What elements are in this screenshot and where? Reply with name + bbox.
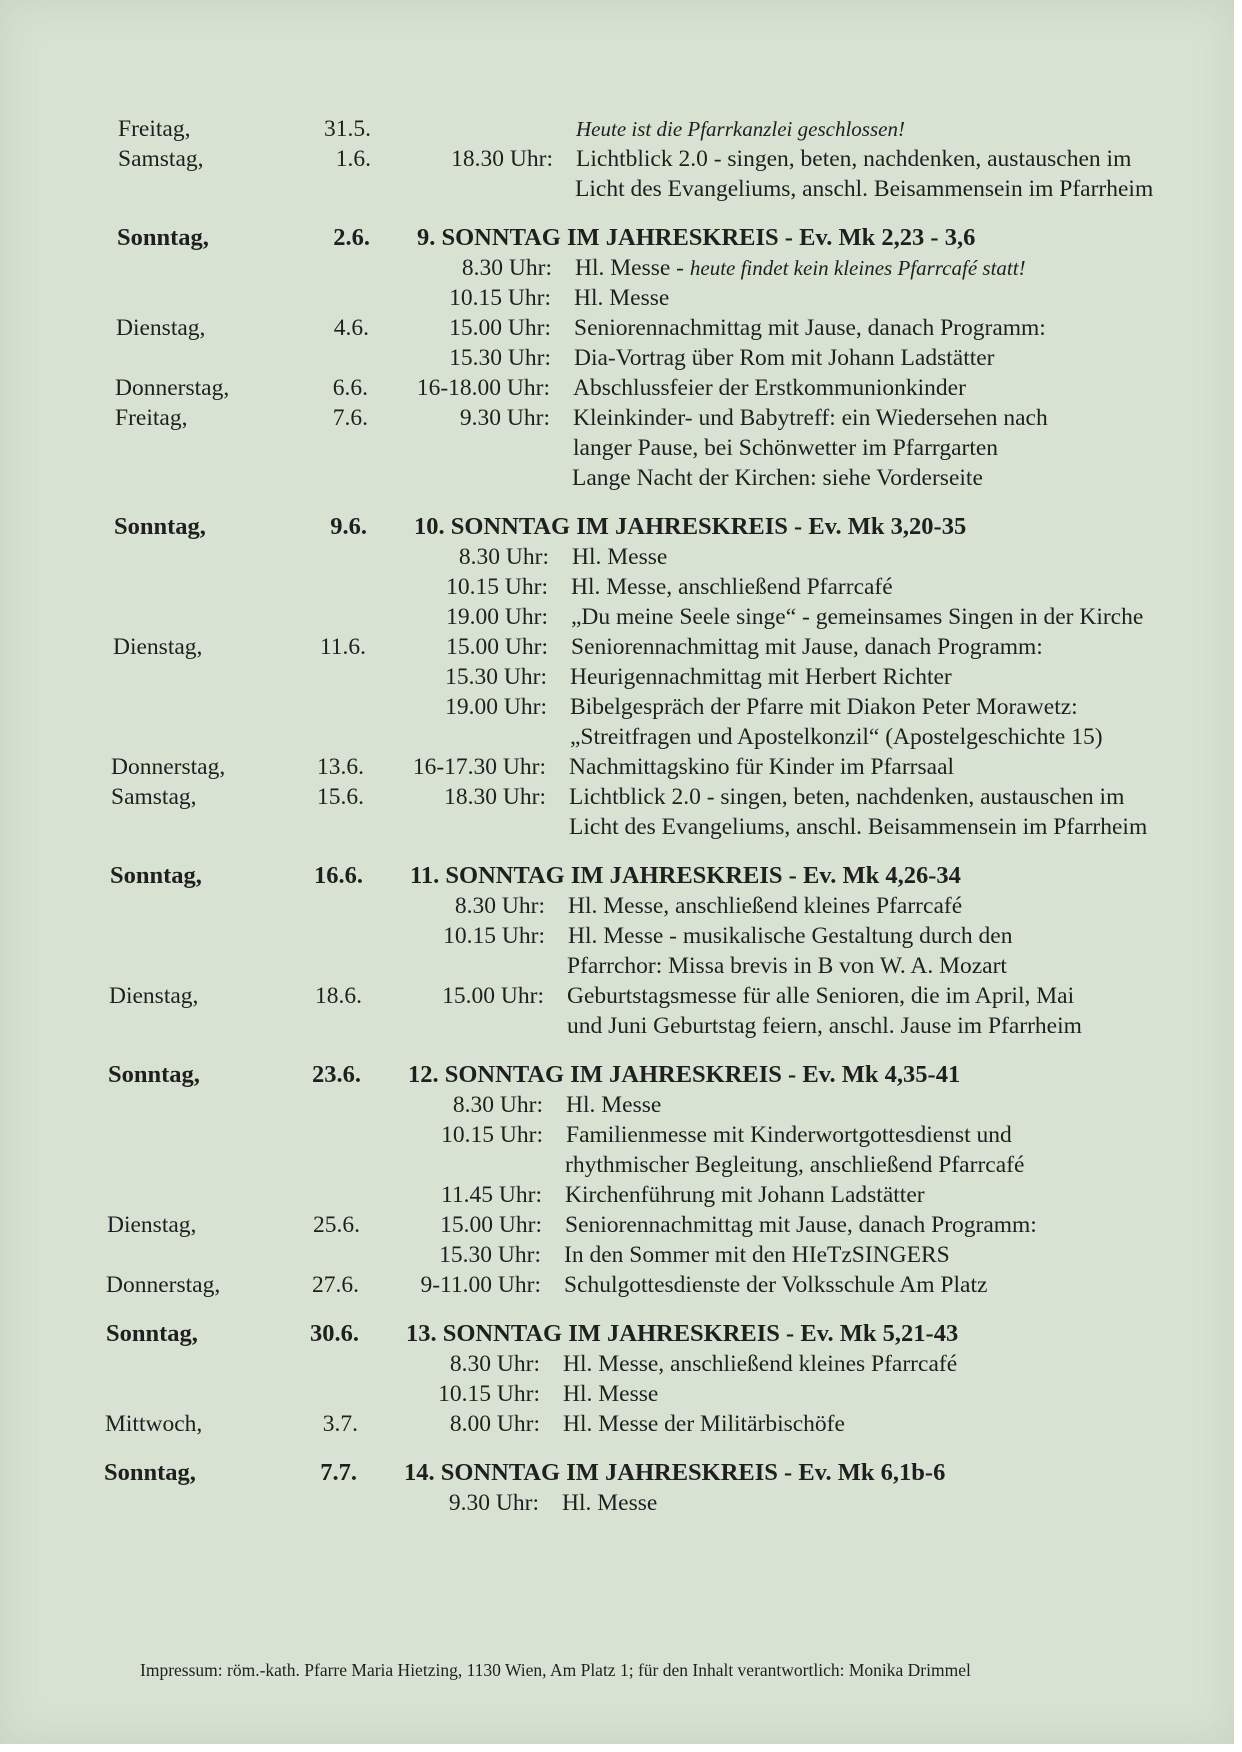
weekday: Dienstag,	[116, 315, 206, 341]
time: 15.30 Uhr:	[439, 1242, 541, 1268]
schedule-row	[0, 114, 1234, 144]
impressum-footer: Impressum: röm.-kath. Pfarre Maria Hietzing, 1130 Wien, Am Platz 1; für den Inhalt verantwortlich: Monika Drimmel	[140, 1660, 971, 1680]
schedule-row	[0, 1210, 1234, 1240]
event-description	[571, 572, 893, 602]
sunday-heading-row	[0, 512, 1234, 542]
schedule-row	[0, 283, 1234, 313]
schedule-row	[0, 144, 1234, 174]
sunday-title	[414, 512, 966, 542]
event-text: Hl. Messe	[574, 285, 670, 311]
event-description	[565, 1180, 925, 1210]
event-description	[572, 542, 667, 572]
time: 19.00 Uhr:	[445, 694, 547, 720]
time: 18.30 Uhr:	[451, 146, 553, 172]
time: 8.00 Uhr:	[449, 1411, 540, 1437]
schedule-row	[0, 572, 1234, 602]
event-text: Kirchenführung mit Johann Ladstätter	[565, 1182, 925, 1208]
weekday: Dienstag,	[113, 634, 203, 660]
schedule-row	[0, 981, 1234, 1011]
event-text: Schulgottesdienste der Volksschule Am Platz	[564, 1272, 988, 1298]
time: 19.00 Uhr:	[446, 604, 548, 630]
event-text: Licht des Evangeliums, anschl. Beisammensein im Pfarrheim	[575, 176, 1154, 202]
event-description	[567, 951, 1007, 981]
date: 4.6.	[333, 315, 369, 341]
event-text: Lichtblick 2.0 - singen, beten, nachdenken, austauschen im	[576, 146, 1132, 172]
event-text: 12. SONNTAG IM JAHRESKREIS - Ev. Mk 4,35-41	[408, 1061, 961, 1088]
event-description	[563, 1349, 957, 1379]
schedule-row	[0, 1011, 1234, 1041]
event-text: und Juni Geburtstag feiern, anschl. Jause im Pfarrheim	[567, 1013, 1082, 1039]
schedule-row	[0, 313, 1234, 343]
event-description	[566, 1090, 661, 1120]
time: 18.30 Uhr:	[444, 784, 546, 810]
event-text: Nachmittagskino für Kinder im Pfarrsaal	[569, 754, 955, 780]
event-text: Abschlussfeier der Erstkommunionkinder	[573, 375, 966, 401]
date: 11.6.	[319, 634, 366, 660]
date: 25.6.	[313, 1212, 360, 1238]
sunday-heading-row	[0, 223, 1234, 253]
sunday-heading-row	[0, 861, 1234, 891]
event-text: Familienmesse mit Kinderwortgottesdienst und	[566, 1122, 1012, 1148]
schedule-row	[0, 692, 1234, 722]
schedule-row	[0, 782, 1234, 812]
schedule-list	[0, 114, 1234, 1518]
time: 15.00 Uhr:	[442, 983, 544, 1009]
weekday: Sonntag,	[114, 513, 206, 540]
time: 10.15 Uhr:	[438, 1381, 540, 1407]
weekday: Sonntag,	[106, 1320, 198, 1347]
time: 9.30 Uhr:	[448, 1490, 539, 1516]
event-description	[570, 692, 1078, 722]
sunday-heading-row	[0, 1060, 1234, 1090]
event-description	[574, 313, 1046, 343]
date: 15.6.	[317, 784, 364, 810]
sunday-heading-row	[0, 1458, 1234, 1488]
time: 8.30 Uhr:	[452, 1092, 543, 1118]
schedule-row	[0, 373, 1234, 403]
time: 11.45 Uhr:	[441, 1182, 542, 1208]
sunday-title	[417, 223, 975, 253]
event-description	[575, 174, 1153, 204]
schedule-row	[0, 602, 1234, 632]
event-text: Hl. Messe -	[575, 255, 690, 281]
event-description	[565, 1150, 1024, 1180]
event-description	[571, 602, 1143, 632]
event-text: Pfarrchor: Missa brevis in B von W. A. Mozart	[567, 953, 1007, 979]
date: 27.6.	[312, 1272, 359, 1298]
event-description	[569, 782, 1124, 812]
date: 7.6.	[332, 405, 368, 431]
time: 15.30 Uhr:	[449, 345, 551, 371]
event-description	[573, 403, 1048, 433]
time: 16-17.30 Uhr:	[412, 754, 546, 780]
event-text: Bibelgespräch der Pfarre mit Diakon Peter Morawetz:	[570, 694, 1078, 720]
event-text: Kleinkinder- und Babytreff: ein Wiedersehen nach	[573, 405, 1048, 431]
date: 30.6.	[310, 1320, 359, 1347]
event-description	[573, 433, 998, 463]
weekday: Donnerstag,	[106, 1272, 221, 1298]
event-text: 9. SONNTAG IM JAHRESKREIS - Ev. Mk 2,23 - 3,6	[417, 224, 976, 251]
event-description	[562, 1488, 657, 1518]
schedule-row	[0, 662, 1234, 692]
event-text: Hl. Messe	[563, 1381, 659, 1407]
event-description	[566, 1120, 1012, 1150]
event-text: Heurigennachmittag mit Herbert Richter	[570, 664, 952, 690]
date: 31.5.	[324, 116, 371, 142]
date: 1.6.	[335, 146, 371, 172]
weekday: Sonntag,	[117, 224, 209, 251]
schedule-row	[0, 921, 1234, 951]
date: 18.6.	[315, 983, 362, 1009]
event-text: Lange Nacht der Kirchen: siehe Vorderseite	[572, 465, 983, 491]
schedule-row	[0, 1180, 1234, 1210]
date: 9.6.	[330, 513, 367, 540]
event-text: Licht des Evangeliums, anschl. Beisammensein im Pfarrheim	[569, 814, 1148, 840]
event-description	[564, 1270, 987, 1300]
date: 23.6.	[312, 1061, 361, 1088]
date: 3.7.	[322, 1411, 358, 1437]
event-description	[567, 981, 1074, 1011]
event-description	[576, 114, 905, 144]
event-text: rhythmischer Begleitung, anschließend Pfarrcafé	[565, 1152, 1025, 1178]
schedule-row	[0, 1409, 1234, 1439]
italic-note: heute findet kein kleines Pfarrcafé statt!	[689, 256, 1026, 280]
schedule-row	[0, 1150, 1234, 1180]
event-description	[564, 1240, 950, 1270]
schedule-row	[0, 1379, 1234, 1409]
event-text: Hl. Messe, anschließend kleines Pfarrcafé	[563, 1351, 958, 1377]
weekday: Samstag,	[111, 784, 197, 810]
date: 7.7.	[320, 1459, 357, 1486]
schedule-row	[0, 1240, 1234, 1270]
event-description	[576, 144, 1131, 174]
time: 15.00 Uhr:	[446, 634, 548, 660]
event-description	[563, 1409, 845, 1439]
schedule-row	[0, 433, 1234, 463]
schedule-row	[0, 1349, 1234, 1379]
time: 15.00 Uhr:	[440, 1212, 542, 1238]
time: 10.15 Uhr:	[446, 574, 548, 600]
event-text: Hl. Messe	[566, 1092, 662, 1118]
schedule-row	[0, 403, 1234, 433]
event-description	[569, 752, 954, 782]
event-text: Seniorennachmittag mit Jause, danach Programm:	[565, 1212, 1037, 1238]
schedule-row	[0, 463, 1234, 493]
weekday: Sonntag,	[104, 1459, 196, 1486]
weekday: Samstag,	[118, 146, 204, 172]
event-description	[572, 463, 983, 493]
event-text: „Streitfragen und Apostelkonzil“ (Apostelgeschichte 15)	[570, 724, 1103, 750]
event-text: Hl. Messe	[572, 544, 668, 570]
schedule-row	[0, 722, 1234, 752]
event-description	[565, 1210, 1037, 1240]
weekday: Sonntag,	[108, 1061, 200, 1088]
date: 2.6.	[333, 224, 370, 251]
schedule-row	[0, 1120, 1234, 1150]
event-description	[573, 373, 966, 403]
event-text: Lichtblick 2.0 - singen, beten, nachdenken, austauschen im	[569, 784, 1125, 810]
event-text: 10. SONNTAG IM JAHRESKREIS - Ev. Mk 3,20-35	[414, 513, 967, 540]
weekday: Freitag,	[115, 405, 188, 431]
weekday: Dienstag,	[109, 983, 199, 1009]
event-text: Geburtstagsmesse für alle Senioren, die im April, Mai	[567, 983, 1075, 1009]
time: 9-11.00 Uhr:	[420, 1272, 541, 1298]
event-description	[574, 283, 669, 313]
time: 10.15 Uhr:	[443, 923, 545, 949]
schedule-row	[0, 1090, 1234, 1120]
event-description	[568, 891, 962, 921]
schedule-row	[0, 343, 1234, 373]
time: 8.30 Uhr:	[458, 544, 549, 570]
date: 6.6.	[332, 375, 368, 401]
event-text: In den Sommer mit den HIeTzSINGERS	[564, 1242, 950, 1268]
weekday: Donnerstag,	[115, 375, 230, 401]
schedule-row	[0, 1270, 1234, 1300]
time: 16-18.00 Uhr:	[416, 375, 550, 401]
date: 16.6.	[314, 862, 363, 889]
sunday-title	[408, 1060, 960, 1090]
event-text: Hl. Messe	[562, 1490, 658, 1516]
schedule-row	[0, 632, 1234, 662]
time: 9.30 Uhr:	[459, 405, 550, 431]
event-text: Hl. Messe, anschließend kleines Pfarrcafé	[568, 893, 963, 919]
weekday: Donnerstag,	[111, 754, 226, 780]
event-description	[570, 662, 952, 692]
sunday-title	[410, 861, 961, 891]
time: 15.00 Uhr:	[449, 315, 551, 341]
time: 8.30 Uhr:	[461, 255, 552, 281]
time: 15.30 Uhr:	[445, 664, 547, 690]
time: 10.15 Uhr:	[441, 1122, 543, 1148]
time: 10.15 Uhr:	[449, 285, 551, 311]
weekday: Dienstag,	[107, 1212, 197, 1238]
date: 13.6.	[317, 754, 364, 780]
weekday: Mittwoch,	[105, 1411, 203, 1437]
schedule-row	[0, 253, 1234, 283]
schedule-row	[0, 891, 1234, 921]
event-description	[563, 1379, 658, 1409]
weekday: Freitag,	[118, 116, 191, 142]
schedule-row	[0, 752, 1234, 782]
event-description	[569, 812, 1147, 842]
event-description	[570, 722, 1103, 752]
sunday-title	[404, 1458, 945, 1488]
event-text: langer Pause, bei Schönwetter im Pfarrgarten	[573, 435, 999, 461]
schedule-row	[0, 542, 1234, 572]
weekday: Sonntag,	[110, 862, 202, 889]
schedule-row	[0, 1488, 1234, 1518]
event-description	[567, 1011, 1082, 1041]
event-text: 11. SONNTAG IM JAHRESKREIS - Ev. Mk 4,26-34	[410, 862, 961, 889]
event-description	[568, 921, 1012, 951]
italic-note: Heute ist die Pfarrkanzlei geschlossen!	[576, 117, 905, 141]
event-text: 14. SONNTAG IM JAHRESKREIS - Ev. Mk 6,1b-6	[404, 1459, 946, 1486]
sunday-title	[406, 1319, 958, 1349]
schedule-row	[0, 174, 1234, 204]
event-description	[574, 343, 995, 373]
event-text: Hl. Messe der Militärbischöfe	[563, 1411, 845, 1437]
event-text: „Du meine Seele singe“ - gemeinsames Singen in der Kirche	[571, 604, 1144, 630]
sunday-heading-row	[0, 1319, 1234, 1349]
time: 8.30 Uhr:	[449, 1351, 540, 1377]
event-text: Seniorennachmittag mit Jause, danach Programm:	[571, 634, 1043, 660]
event-text: Dia-Vortrag über Rom mit Johann Ladstätter	[574, 345, 995, 371]
event-text: Hl. Messe - musikalische Gestaltung durch den	[568, 923, 1013, 949]
event-text: Seniorennachmittag mit Jause, danach Programm:	[574, 315, 1046, 341]
schedule-row	[0, 951, 1234, 981]
schedule-row	[0, 812, 1234, 842]
event-description	[575, 253, 1026, 283]
time: 8.30 Uhr:	[454, 893, 545, 919]
event-text: Hl. Messe, anschließend Pfarrcafé	[571, 574, 893, 600]
event-description	[571, 632, 1043, 662]
event-text: 13. SONNTAG IM JAHRESKREIS - Ev. Mk 5,21-43	[406, 1320, 959, 1347]
